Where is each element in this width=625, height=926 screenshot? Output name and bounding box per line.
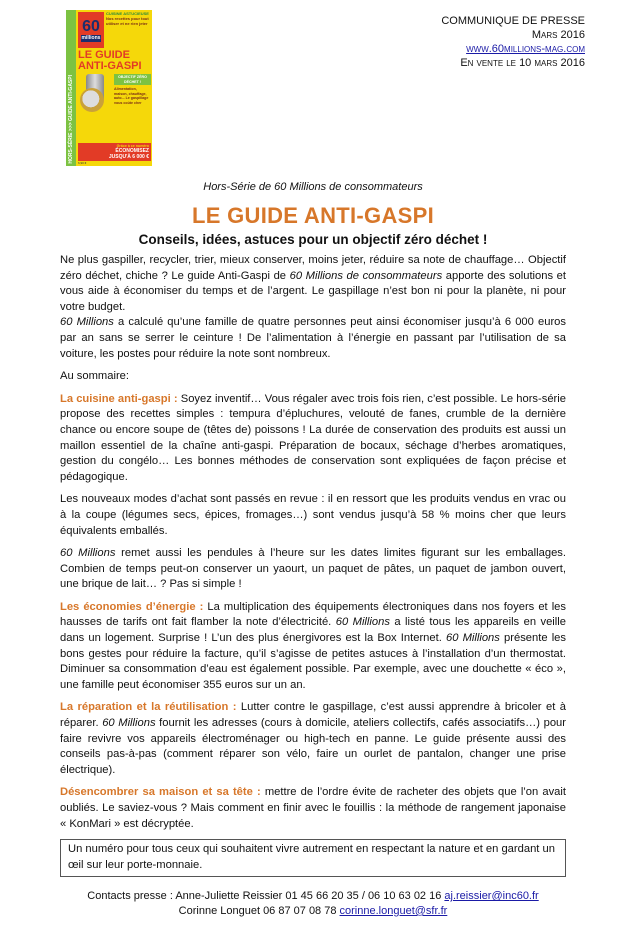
section-emphasis: 60 Millions [335,616,390,629]
cover-banner-line1: ÉCONOMISEZ [115,148,149,154]
section-text: remet aussi les pendules à l’heure sur les dates limites figurant sur les emballages. Combien de temps peut-on conserver un yaourt, un paquet de pâtes, un paquet de jambon ouvert, une brique de lait… ? Pas si simple ! [60,547,566,591]
press-contacts [60,889,566,926]
contact-text: Contacts presse : Anne-Juliette Reissier 01 45 66 20 35 / 06 10 63 02 16 [87,890,445,903]
release-date: Mars 2016 [531,29,585,41]
section-energie [60,600,566,694]
email-link-longuet[interactable]: corinne.longuet@sfr.fr [339,904,448,917]
section-text: Soyez inventif… Vous régaler avec trois fois rien, c’est possible. Le hors-série propose des recettes simples : tempura d’épluchures, velouté de fanes, crumble de la dernière chance ou encore soupe de (têtes de) poissons ! La durée de conservation des produits est aussi un maillon essentiel de la chaîne anti-gaspi. Préparation de bocaux, séchage d’herbes aromatiques, gestion du congélo… Les bonnes méthodes de conservation sont expliquées de façon précise et pédagogique. [60,392,566,483]
section-text: mettre de l’ordre évite de racheter des objets que l’on avait oubliés. Le saviez-vous ? Mais comment en finir avec le fouillis : la méthode de rangement japonaise « KonMari » est décryptée. [60,786,566,830]
cover-aliments-text: Alimentation, maison, chauffage, auto... Le gaspillage vous coûte cher [114,87,149,105]
press-release-label: COMMUNIQUE DE PRESSE [441,15,585,27]
on-sale-date: En vente le 10 mars 2016 [460,57,585,69]
section-text: La multiplication des équipements électroniques dans nos foyers et les hausses de tarifs ont fait flamber la note d’électricité. [60,600,566,629]
article-body [60,253,566,832]
section-heading: Désencombrer sa maison et sa tête : [60,786,261,799]
cover-logo-text: millions [81,35,101,41]
press-release-header [441,14,585,70]
cover-cuisine-sub: Nos recettes pour tout utiliser et ne rien jeter [106,15,149,26]
contact-line-2 [60,904,566,919]
cover-title-line2: ANTI-GASPI [78,60,142,72]
summary-label: Au sommaire: [60,370,130,383]
section-heading: La réparation et la réutilisation : [60,701,237,714]
cover-price: 6,90 € [78,161,87,165]
intro-text: Ne plus gaspiller, recycler, trier, mieux conserver, moins jeter, réduire sa note de chauffage… Objectif zéro déchet, chiche ? Le guide Anti-Gaspi de [60,254,566,282]
section-heading: La cuisine anti-gaspi : [60,392,178,405]
cover-content [76,10,152,166]
page-title: LE GUIDE ANTI-GASPI [191,203,434,228]
section-text: a listé tous les appareils en veille dans un logement. Surprise ! L’un des plus énergivores est la Box Internet. [60,616,566,645]
cover-side-column [114,74,151,143]
cover-banner-line2: JUSQU'À 6 000 € [108,154,149,160]
section-text: fournit les adresses (cours à domicile, ateliers collectifs, cafés associatifs…) pour faire revivre vos appareils électroménager ou high-tech en panne. Le guide présente aussi des conseils pas-à-pas (comment réparer son vélo, faire un ourlet de pantalon, changer une prise électrique). [60,717,566,776]
intro-paragraph-2 [60,315,566,362]
section-text: Lutter contre le gaspillage, c’est aussi apprendre à bricoler et à réparer. [60,701,566,730]
callout-box: Un numéro pour tous ceux qui souhaitent vivre autrement en respectant la nature et en gardant un œil sur leur porte-monnaie. [60,839,566,877]
cover-top-row [78,12,151,48]
section-emphasis: 60 Millions [445,632,500,645]
cover-title [78,50,151,72]
magazine-cover-image [66,10,152,166]
email-link-reissier[interactable]: aj.reissier@inc60.fr [444,890,539,903]
cover-middle-row [78,74,151,143]
cover-banner-small: Grâce à ce numéro [116,143,149,148]
cover-logo-number: 60 [82,18,100,35]
contact-line-1 [60,889,566,904]
section-emphasis: 60 Millions [102,717,156,730]
section-emphasis: 60 Millions [60,547,116,560]
section-reparation [60,700,566,778]
section-text: présente les bons gestes pour réduire la facture, qu’il s’agisse de petites astuces à l’installation d’un thermostat. Diminuer sa consommation d’eau est également possible. Par exemple, avec une douchette « éco », une famille peut économiser 355 euros sur un an. [60,632,567,691]
section-achat [60,492,566,539]
cover-spine-text: HORS-SÉRIE >>> GUIDE ANTI-GASPI [68,75,74,164]
section-text: Les nouveaux modes d’achat sont passés en revue : il en ressort que les produits vendus en vrac ou à la coupe (légumes secs, épices, fromages…) sont vendus jusqu’à 58 % moins cher que leurs équivalents emballés. [60,493,566,537]
cover-logo [78,12,104,48]
section-heading: Les économies d’énergie : [60,600,204,613]
cover-spine [66,10,76,166]
section-cuisine [60,392,566,486]
main-column [60,180,566,926]
section-desencombrer [60,785,566,832]
cover-cuisine-heading: CUISINE ASTUCIEUSE [106,12,149,16]
cover-objectif-badge: OBJECTIF ZÉRO DÉCHET ! [114,74,151,85]
cover-title-line1: LE GUIDE [78,49,130,61]
intro-paragraph-1 [60,253,566,315]
cover-cuisine-block [106,12,151,48]
cover-savings-banner [78,143,151,162]
contact-text: Corinne Longuet 06 87 07 08 78 [178,904,340,917]
euro-coin-icon [80,88,104,112]
intro-text: a calculé qu’une famille de quatre personnes peut ainsi économiser jusqu’à 6 000 euros par an sans se serrer le ceinture ! De l’alimentation à l’énergie en passant par l’utilisation de sa voiture, les postes pour réduire la note sont nombreux. [60,316,566,360]
section-dates [60,546,566,593]
cover-artwork [78,74,112,143]
series-line: Hors-Série de 60 Millions de consommateurs [203,181,423,193]
tagline: Conseils, idées, astuces pour un objectif zéro déchet ! [138,232,488,247]
intro-emphasis: 60 Millions de consommateurs [289,269,443,282]
website-link[interactable]: www.60millions-mag.com [466,43,585,55]
intro-text: apporte des solutions et vous aide à économiser du temps et de l’argent. Le gaspillage n’est bon ni pour la planète, ni pour votre budget. [60,269,566,313]
intro-emphasis: 60 Millions [60,316,114,329]
